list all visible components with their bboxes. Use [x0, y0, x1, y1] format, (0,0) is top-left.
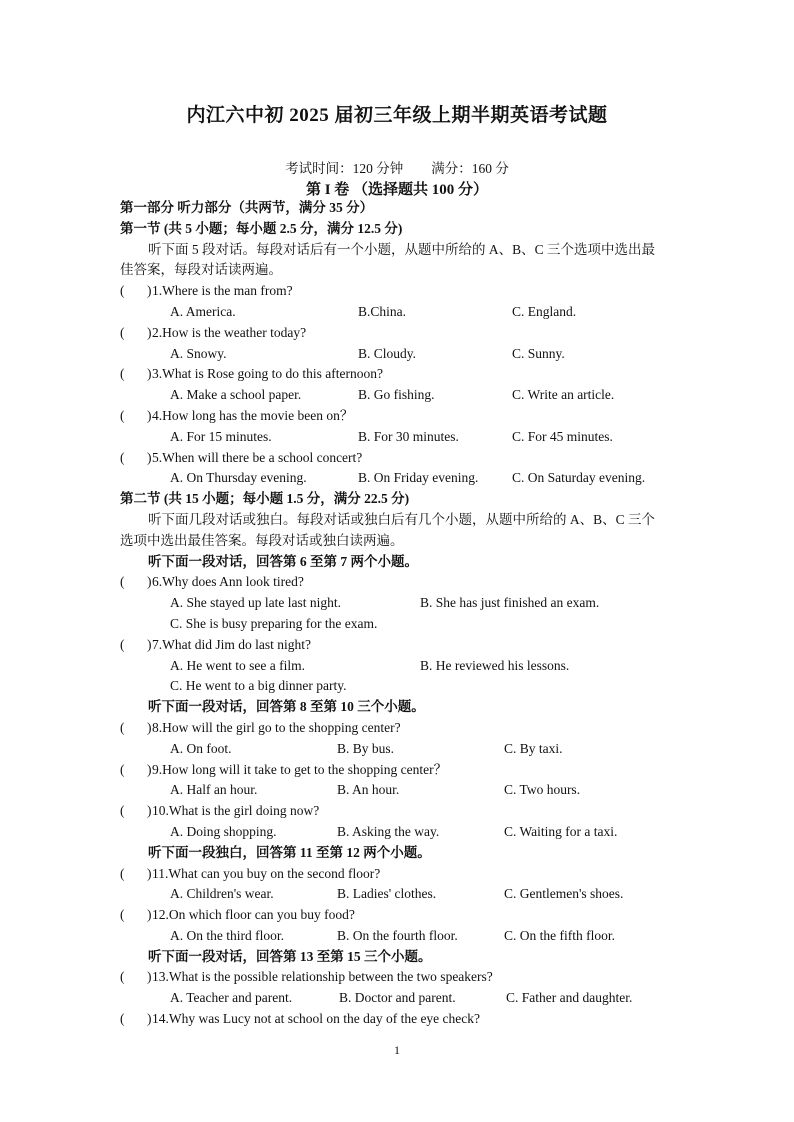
answer-paren-open: ( [120, 719, 125, 735]
question-3 [120, 364, 680, 385]
option-c: C. She is busy preparing for the exam. [170, 615, 378, 631]
listening-subheading: 听下面一段对话，回答第 13 至第 15 三个小题。 [148, 948, 432, 964]
option-a: A. For 15 minutes. [170, 428, 272, 444]
page-title: 内江六中初 2025 届初三年级上期半期英语考试题 [186, 105, 608, 126]
option-b: B. Ladies' clothes. [337, 886, 437, 902]
question-13 [120, 967, 680, 988]
section1-instructions-line: 听下面 5 段对话。每段对话后有一个小题，从题中所给的 A、B、C 三个选项中选出最 [148, 241, 656, 257]
answer-paren-close: ) [147, 865, 152, 881]
option-a: A. America. [170, 303, 236, 319]
option-b: B. By bus. [337, 740, 395, 756]
question-5 [120, 448, 680, 469]
option-b: B. Cloudy. [358, 345, 417, 361]
question-9 [120, 760, 680, 781]
answer-paren-open: ( [120, 407, 125, 423]
section1-heading: 第一节 (共 5 小题；每小题 2.5 分，满分 12.5 分) [120, 220, 403, 236]
option-c: C. Write an article. [512, 387, 615, 403]
option-b: B. On Friday evening. [358, 470, 479, 486]
option-a: A. She stayed up late last night. [170, 595, 341, 611]
option-c: C. For 45 minutes. [512, 428, 613, 444]
section1-instructions-line: 佳答案，每段对话读两遍。 [120, 262, 282, 278]
question-6-options-row2 [120, 614, 680, 635]
option-a: A. Half an hour. [170, 782, 258, 798]
option-c: C. By taxi. [504, 740, 563, 756]
option-b: B. For 30 minutes. [358, 428, 459, 444]
option-b: B. Go fishing. [358, 387, 435, 403]
listening-subheading: 听下面一段对话，回答第 8 至第 10 三个小题。 [148, 699, 425, 715]
question-text: 1.Where is the man from? [152, 283, 293, 299]
question-text: 6.Why does Ann look tired? [152, 574, 304, 590]
question-text: 11.What can you buy on the second floor? [152, 865, 381, 881]
answer-paren-close: ) [147, 574, 152, 590]
question-1 [120, 281, 680, 302]
question-8-options [120, 739, 680, 760]
answer-paren-open: ( [120, 636, 125, 652]
option-c: C. On Saturday evening. [512, 470, 646, 486]
answer-paren-open: ( [120, 574, 125, 590]
option-c: C. Father and daughter. [506, 990, 633, 1006]
option-a: A. Children's wear. [170, 886, 274, 902]
part1-heading: 第一部分 听力部分（共两节，满分 35 分） [120, 200, 374, 215]
question-12 [120, 905, 680, 926]
question-4 [120, 406, 680, 427]
question-text: 8.How will the girl go to the shopping center? [152, 719, 401, 735]
option-a: A. He went to see a film. [170, 657, 305, 673]
option-a: A. On Thursday evening. [170, 470, 307, 486]
answer-paren-open: ( [120, 803, 125, 819]
volume-title: 第 I 卷 （选择题共 100 分） [305, 182, 489, 198]
question-text: 13.What is the possible relationship between the two speakers? [152, 969, 493, 985]
option-a: A. Make a school paper. [170, 387, 302, 403]
answer-paren-close: ) [147, 324, 152, 340]
section2-instructions-line: 选项中选出最佳答案。每段对话或独白读两遍。 [120, 532, 404, 548]
option-a: A. On foot. [170, 740, 232, 756]
answer-paren-close: ) [147, 907, 152, 923]
question-7 [120, 635, 680, 656]
question-text: 10.What is the girl doing now? [152, 803, 320, 819]
option-b: B. Asking the way. [337, 823, 440, 839]
option-a: A. On the third floor. [170, 927, 284, 943]
question-6 [120, 572, 680, 593]
answer-paren-open: ( [120, 1011, 125, 1027]
answer-paren-open: ( [120, 761, 125, 777]
option-c: C. Gentlemen's shoes. [504, 886, 624, 902]
answer-paren-close: ) [147, 407, 152, 423]
option-a: A. Snowy. [170, 345, 227, 361]
page-number: 1 [394, 1043, 400, 1057]
option-b: B. An hour. [337, 782, 400, 798]
listening-subheading: 听下面一段对话，回答第 6 至第 7 两个小题。 [148, 553, 418, 569]
answer-paren-open: ( [120, 283, 125, 299]
option-a: A. Doing shopping. [170, 823, 277, 839]
question-12-options [120, 926, 680, 947]
section2-heading: 第二节 (共 15 小题；每小题 1.5 分，满分 22.5 分) [120, 491, 410, 507]
exam-time: 考试时间：120 分钟 [285, 161, 404, 176]
question-5-options [120, 468, 680, 489]
question-8 [120, 718, 680, 739]
question-4-options [120, 427, 680, 448]
exam-meta [0, 157, 794, 177]
question-text: 5.When will there be a school concert? [152, 449, 363, 465]
question-10-options [120, 822, 680, 843]
option-b: B. Doctor and parent. [339, 990, 456, 1006]
option-c: C. Two hours. [504, 782, 581, 798]
question-10 [120, 801, 680, 822]
option-b: B. He reviewed his lessons. [420, 657, 570, 673]
answer-paren-open: ( [120, 449, 125, 465]
option-c: C. England. [512, 303, 577, 319]
exam-content [120, 198, 680, 1030]
option-b: B. On the fourth floor. [337, 927, 458, 943]
question-text: 14.Why was Lucy not at school on the day of the eye check? [152, 1011, 481, 1027]
question-14 [120, 1009, 680, 1030]
section2-instructions-line: 听下面几段对话或独白。每段对话或独白后有几个小题，从题中所给的 A、B、C 三个 [148, 511, 656, 527]
answer-paren-close: ) [147, 366, 152, 382]
answer-paren-close: ) [147, 719, 152, 735]
option-a: A. Teacher and parent. [170, 990, 293, 1006]
option-c: C. Sunny. [512, 345, 565, 361]
question-2-options [120, 344, 680, 365]
question-text: 3.What is Rose going to do this afternoon? [152, 366, 383, 382]
answer-paren-open: ( [120, 969, 125, 985]
question-text: 4.How long has the movie been on？ [152, 407, 354, 423]
answer-paren-close: ) [147, 283, 152, 299]
option-c: C. He went to a big dinner party. [170, 678, 347, 694]
question-11 [120, 864, 680, 885]
question-text: 12.On which floor can you buy food? [152, 907, 355, 923]
option-b: B. She has just finished an exam. [420, 595, 600, 611]
listening-subheading: 听下面一段独白，回答第 11 至第 12 两个小题。 [148, 844, 431, 860]
question-text: 2.How is the weather today? [152, 324, 307, 340]
answer-paren-close: ) [147, 449, 152, 465]
question-3-options [120, 385, 680, 406]
full-score: 满分：160 分 [431, 161, 509, 176]
option-c: C. Waiting for a taxi. [504, 823, 618, 839]
question-7-options-row2 [120, 676, 680, 697]
answer-paren-close: ) [147, 803, 152, 819]
option-c: C. On the fifth floor. [504, 927, 615, 943]
answer-paren-open: ( [120, 865, 125, 881]
answer-paren-close: ) [147, 636, 152, 652]
question-2 [120, 323, 680, 344]
question-1-options [120, 302, 680, 323]
question-text: 9.How long will it take to get to the shopping center？ [152, 761, 448, 777]
answer-paren-close: ) [147, 761, 152, 777]
question-6-options-row1 [120, 593, 680, 614]
question-9-options [120, 780, 680, 801]
question-7-options-row1 [120, 656, 680, 677]
question-13-options [120, 988, 680, 1009]
answer-paren-open: ( [120, 907, 125, 923]
question-11-options [120, 884, 680, 905]
answer-paren-close: ) [147, 969, 152, 985]
answer-paren-open: ( [120, 366, 125, 382]
answer-paren-open: ( [120, 324, 125, 340]
option-b: B.China. [358, 303, 407, 319]
question-text: 7.What did Jim do last night? [152, 636, 311, 652]
answer-paren-close: ) [147, 1011, 152, 1027]
